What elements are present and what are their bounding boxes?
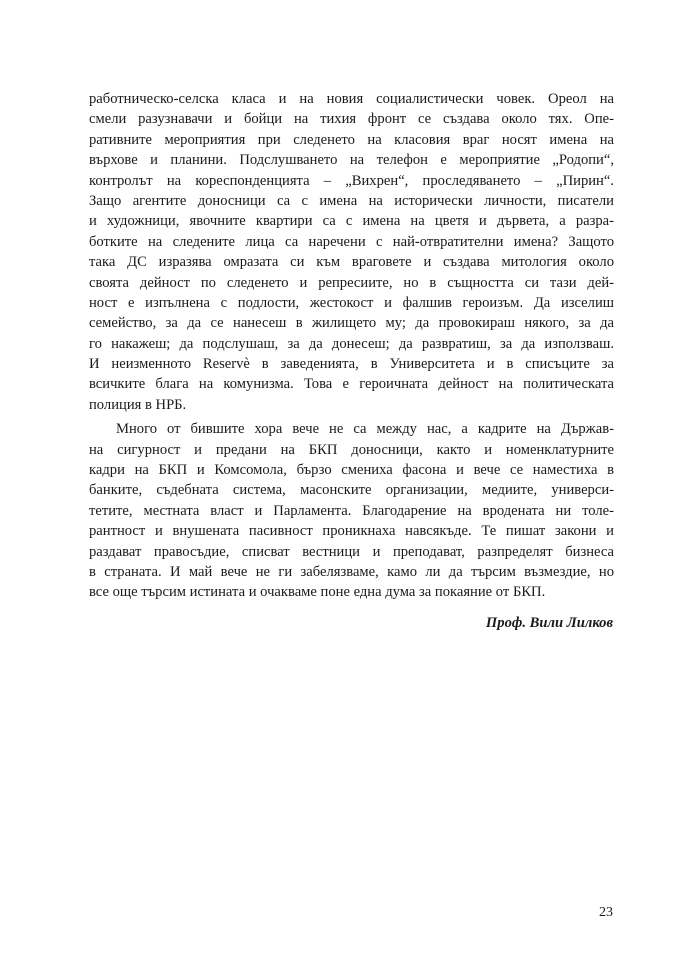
text-line: и художници, явочните квартири са с имена на цветя и дървета, а разра-	[89, 213, 614, 230]
text-line: банките, съдебната система, масонските организации, медиите, универси-	[89, 482, 614, 499]
author-signature: Проф. Вили Лилков	[485, 615, 613, 631]
text-line: своята дейност по следенето и репресиите, но в същността си тази дей-	[89, 274, 614, 291]
text-line: работническо-селска класа и на новия социалистически човек. Ореол на	[89, 91, 614, 107]
text-line: го накажеш; да подслушаш, за да донесеш; да развратиш, за да използваш.	[89, 335, 614, 352]
text-line: И неизменното Reservè в заведенията, в Университета и в списъците за	[89, 356, 614, 373]
text-line: в страната. И май вече не ги забелязваме, камо ли да търсим възмездие, но	[89, 563, 614, 580]
paragraph-1	[89, 89, 614, 415]
text-line: ност е изпълнена с подлости, жестокост и фалшив героизъм. Да изселиш	[89, 294, 614, 311]
text-line: ботките на следените лица са наречени с най-отвратителни имена? Защото	[89, 233, 614, 250]
text-line: контролът на кореспонденцията – „Вихрен“, проследяването – „Пирин“.	[89, 172, 614, 189]
text-line: рантност и внушената пасивност проникнаха навсякъде. Те пишат закони и	[89, 523, 614, 540]
text-line: Защо агентите доносници са с имена на исторически личности, писатели	[89, 192, 614, 209]
page-number: 23	[599, 905, 613, 920]
text-line: смели разузнавачи и бойци на тихия фронт се създава около тях. Опе-	[89, 111, 614, 128]
text-line: семейство, за да се нанесеш в жилището му; да провокираш някого, за да	[89, 315, 614, 332]
text-line: ративните мероприятия при следенето на класовия враг носят имена на	[89, 131, 614, 148]
text-line: раздават правосъдие, списват вестници и преподават, разпределят бизнеса	[89, 543, 614, 560]
text-line: полиция в НРБ.	[89, 396, 187, 413]
text-line: всичките блага на комунизма. Това е героичната дейност на политическата	[89, 376, 614, 393]
text-line: върхове и планини. Подслушването на телефон е мероприятие „Родопи“,	[89, 152, 614, 169]
body-text	[89, 89, 614, 603]
text-line: тетите, местната власт и Парламента. Благодарение на вродената ни толе-	[89, 502, 614, 519]
paragraph-2	[89, 419, 614, 603]
text-line: кадри на БКП и Комсомола, бързо смениха фасона и вече се наместиха в	[89, 462, 614, 479]
text-line: все още търсим истината и очакваме поне една дума за покаяние от БКП.	[89, 584, 546, 601]
text-line: на сигурност и предани на БКП доносници, както и номенклатурните	[89, 441, 614, 458]
text-line: така ДС изразява омразата си към враговете и създава митология около	[89, 254, 614, 271]
text-line: Много от бившите хора вече не са между нас, а кадрите на Държав-	[116, 421, 614, 438]
